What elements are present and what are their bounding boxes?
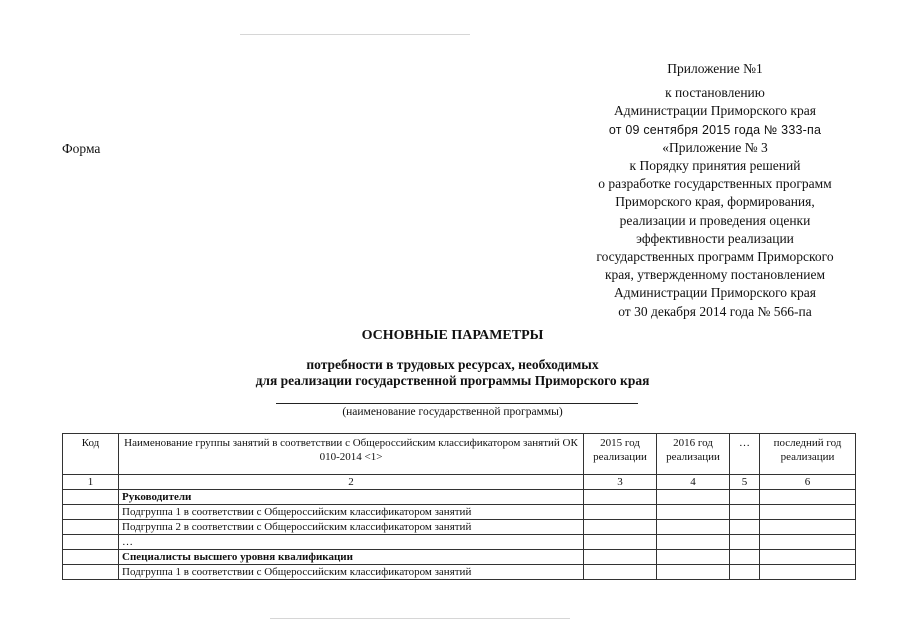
document-subtitle (0, 357, 905, 389)
column-number: 2 (119, 475, 584, 490)
scan-artifact-line (240, 34, 470, 35)
cell-value (657, 535, 730, 550)
cell-value (730, 505, 760, 520)
appendix-line: Приморского края, формирования, (615, 194, 815, 210)
appendix-line: реализации и проведения оценки (619, 212, 811, 228)
appendix-header (570, 60, 860, 321)
header-last-year: последний год реализации (760, 434, 856, 475)
cell-value (584, 520, 657, 535)
appendix-title: Приложение №1 (667, 61, 763, 76)
column-number: 4 (657, 475, 730, 490)
column-number: 1 (63, 475, 119, 490)
table-row (63, 565, 856, 580)
header-group-name: Наименование группы занятий в соответствии с Общероссийским классификатором занятий ОК 010-2014 <1> (119, 434, 584, 475)
cell-value (760, 520, 856, 535)
cell-code (63, 565, 119, 580)
table-row (63, 550, 856, 565)
cell-value (760, 505, 856, 520)
cell-code (63, 535, 119, 550)
cell-code (63, 520, 119, 535)
cell-value (657, 550, 730, 565)
document-title: ОСНОВНЫЕ ПАРАМЕТРЫ (361, 328, 544, 343)
table-row (63, 535, 856, 550)
cell-value (730, 550, 760, 565)
cell-code (63, 490, 119, 505)
column-number-row (63, 475, 856, 490)
cell-value (657, 505, 730, 520)
cell-value (657, 490, 730, 505)
cell-value (584, 535, 657, 550)
parameters-table (62, 433, 856, 580)
appendix-line: от 30 декабря 2014 года № 566-па (618, 303, 812, 319)
cell-value (657, 565, 730, 580)
scan-artifact-line (270, 618, 570, 619)
forma-label: Форма (62, 141, 101, 156)
cell-group-name: … (119, 535, 584, 550)
cell-group-name: Подгруппа 1 в соответствии с Общероссийским классификатором занятий (119, 505, 584, 520)
cell-group-name: Специалисты высшего уровня квалификации (119, 550, 584, 565)
table-row (63, 490, 856, 505)
cell-value (730, 520, 760, 535)
cell-value (730, 565, 760, 580)
appendix-line: края, утвержденному постановлением (605, 267, 825, 283)
program-name-blank (276, 403, 638, 404)
appendix-line: эффективности реализации (636, 230, 794, 246)
cell-value (760, 565, 856, 580)
cell-group-name: Подгруппа 2 в соответствии с Общероссийским классификатором занятий (119, 520, 584, 535)
table-row (63, 520, 856, 535)
table-header-row (63, 434, 856, 475)
cell-group-name: Подгруппа 1 в соответствии с Общероссийским классификатором занятий (119, 565, 584, 580)
cell-code (63, 505, 119, 520)
appendix-line: Администрации Приморского края (614, 285, 816, 301)
appendix-line: «Приложение № 3 (662, 139, 768, 155)
appendix-line: государственных программ Приморского (596, 249, 834, 265)
cell-value (584, 505, 657, 520)
subtitle-line: потребности в трудовых ресурсах, необходимых (306, 357, 599, 372)
cell-value (657, 520, 730, 535)
cell-value (730, 490, 760, 505)
appendix-line: к постановлению (665, 85, 765, 101)
header-year-2016: 2016 год реализации (657, 434, 730, 475)
cell-code (63, 550, 119, 565)
cell-value (584, 550, 657, 565)
appendix-line: о разработке государственных программ (598, 176, 832, 192)
column-number: 3 (584, 475, 657, 490)
cell-value (730, 535, 760, 550)
cell-group-name: Руководители (119, 490, 584, 505)
table-row (63, 505, 856, 520)
header-year-2015: 2015 год реализации (584, 434, 657, 475)
column-number: 5 (730, 475, 760, 490)
appendix-line: к Порядку принятия решений (629, 158, 801, 174)
cell-value (584, 565, 657, 580)
header-ellipsis: … (730, 434, 760, 475)
cell-value (584, 490, 657, 505)
appendix-line: Администрации Приморского края (614, 103, 816, 119)
cell-value (760, 550, 856, 565)
program-name-caption: (наименование государственной программы) (342, 406, 563, 418)
appendix-decree-date: от 09 сентября 2015 года № 333-па (608, 122, 822, 137)
cell-value (760, 490, 856, 505)
subtitle-line: для реализации государственной программы Приморского края (255, 373, 650, 388)
header-code: Код (63, 434, 119, 475)
column-number: 6 (760, 475, 856, 490)
cell-value (760, 535, 856, 550)
